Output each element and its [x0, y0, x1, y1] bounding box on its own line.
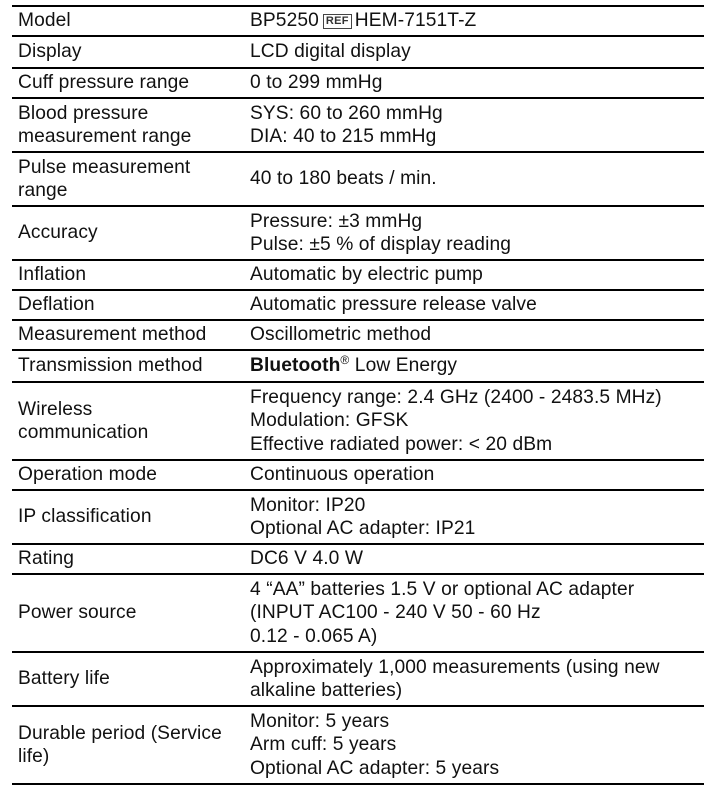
spec-label: Display: [18, 41, 82, 63]
spec-row-inflation: [12, 260, 704, 290]
spec-label: Inflation: [18, 264, 87, 286]
spec-row-wireless-communication: [12, 382, 704, 460]
spec-value: Automatic pressure release valve: [250, 294, 537, 316]
spec-label: Rating: [18, 548, 75, 570]
spec-label: Wireless communication: [18, 398, 149, 443]
specifications-table: [12, 5, 704, 785]
bluetooth-brand: Bluetooth: [250, 355, 341, 377]
spec-row-accuracy: [12, 206, 704, 260]
spec-row-power-source: [12, 574, 704, 652]
model-name: BP5250: [250, 10, 319, 32]
spec-label: Model: [18, 10, 71, 32]
spec-label: Deflation: [18, 294, 95, 316]
spec-value: Approximately 1,000 measurements (using new alkaline batteries): [250, 656, 660, 701]
spec-label: Blood pressure measurement range: [18, 102, 192, 147]
spec-row-model: [12, 6, 704, 36]
spec-row-display: [12, 36, 704, 68]
spec-value: 40 to 180 beats / min.: [250, 168, 437, 190]
spec-label: Measurement method: [18, 324, 207, 346]
ref-code: HEM-7151T-Z: [354, 10, 477, 32]
spec-label: Power source: [18, 602, 137, 624]
spec-row-rating: [12, 544, 704, 574]
spec-value: Continuous operation: [250, 464, 435, 486]
spec-label: Durable period (Service life): [18, 722, 222, 767]
spec-value: Automatic by electric pump: [250, 264, 483, 286]
spec-row-pulse-range: [12, 152, 704, 206]
spec-label: Pulse measurement range: [18, 156, 191, 201]
spec-label: Battery life: [18, 668, 110, 690]
spec-value: [244, 6, 704, 36]
spec-row-cuff-pressure-range: [12, 68, 704, 98]
spec-row-operation-mode: [12, 460, 704, 490]
spec-row-durable-period: [12, 706, 704, 784]
spec-label: Accuracy: [18, 222, 98, 244]
spec-row-measurement-method: [12, 320, 704, 350]
spec-row-transmission-method: [12, 350, 704, 382]
spec-row-battery-life: [12, 652, 704, 706]
spec-value: Bluetooth® Low Energy: [250, 353, 458, 377]
spec-label: Operation mode: [18, 464, 157, 486]
spec-value: 4 “AA” batteries 1.5 V or optional AC adapter (INPUT AC100 - 240 V 50 - 60 Hz 0.12 - 0.065 A): [250, 578, 635, 647]
spec-row-blood-pressure-range: [12, 98, 704, 152]
registered-trademark-icon: ®: [340, 353, 350, 368]
spec-value: SYS: 60 to 260 mmHg DIA: 40 to 215 mmHg: [250, 102, 443, 147]
spec-label: Transmission method: [18, 355, 203, 377]
spec-value: 0 to 299 mmHg: [250, 72, 383, 94]
spec-value: Monitor: IP20 Optional AC adapter: IP21: [250, 494, 476, 539]
spec-value: Pressure: ±3 mmHg Pulse: ±5 % of display reading: [250, 210, 511, 255]
spec-value: Oscillometric method: [250, 324, 432, 346]
spec-label: IP classification: [18, 506, 152, 528]
spec-label: Cuff pressure range: [18, 72, 190, 94]
spec-row-deflation: [12, 290, 704, 320]
spec-value: DC6 V 4.0 W: [250, 548, 364, 570]
spec-value: Monitor: 5 years Arm cuff: 5 years Optional AC adapter: 5 years: [250, 710, 500, 779]
ref-symbol-icon: REF: [323, 14, 352, 29]
spec-value: LCD digital display: [250, 41, 411, 63]
spec-row-ip-classification: [12, 490, 704, 544]
spec-value: Frequency range: 2.4 GHz (2400 - 2483.5 MHz) Modulation: GFSK Effective radiated power: < 20 dBm: [250, 386, 662, 455]
